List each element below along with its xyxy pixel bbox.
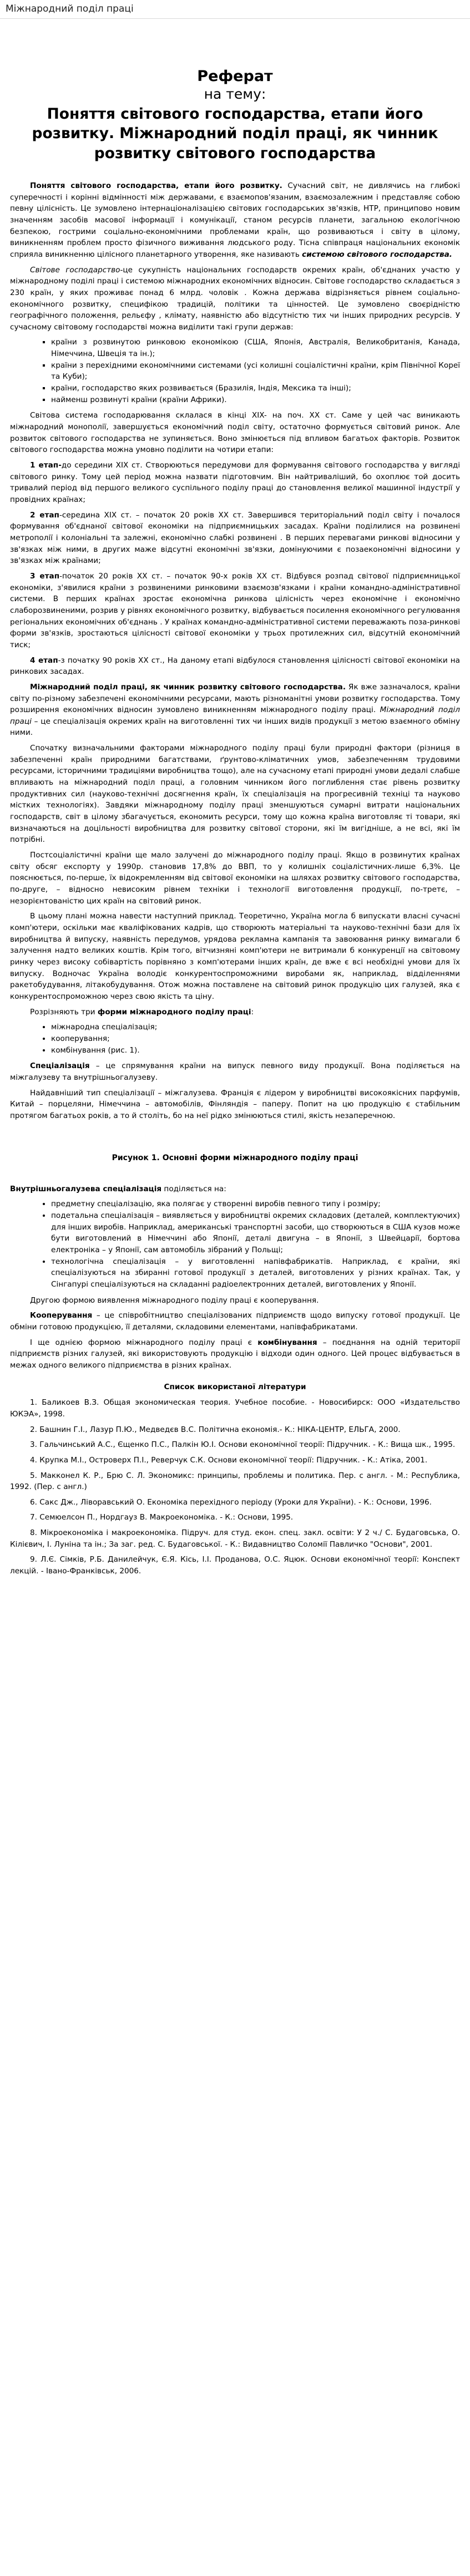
forms-intro: Розрізняють три форми міжнародного поділу праці: [30, 1007, 254, 1017]
bibliography-item: 4. Крупка М.І., Островерх П.І., Реверчук С.К. Основи економічної теорії: Підручник. - К.: Атіка, 2001. [30, 1455, 428, 1465]
paragraph: Другою формою виявлення міжнародного поділу праці є кооперування. [30, 1295, 319, 1305]
bibliography-item: 7. Семюелсон П., Нордгауз В. Макроекономіка. - К.: Основи, 1995. [30, 1513, 294, 1522]
list-item: • кооперування; [51, 1033, 460, 1045]
essay-label: Реферат [197, 68, 273, 85]
bibliography-list [10, 1397, 460, 1577]
essay-title: Поняття світового господарства, етапи його розвитку. Міжнародний поділ праці, як чинник розвитку світового господарства [32, 105, 438, 162]
list-item: • комбінування (рис. 1). [51, 1045, 460, 1056]
cooperation-paragraph: Кооперування – це співробітництво спеціалізованих підприємств щодо випуску готової продукції. Це обміни готовою продукцією, її деталями, складовими елементами, напівфабрикатами. [10, 1311, 460, 1332]
bibliography-item: 9. Л.Є. Сімків, Р.Б. Данилейчук, Є.Я. Кісь, І.І. Проданова, О.С. Яцюк. Основи економічної теорії: Конспект лекцій. - Івано-Франківськ, 2006. [10, 1555, 460, 1576]
bibliography-item: 2. Башнин Г.І., Лазур П.Ю., Медведєв В.С. Політична економія.- К.: НІКА-ЦЕНТР, ЕЛЬГА, 2000. [30, 1425, 401, 1434]
bibliography-heading: Список використаної літератури [164, 1382, 306, 1391]
paragraph: Спочатку визначальними факторами міжнародного поділу праці були природні фактори (різниця в забезпеченні країн природними багатствами, ґрунтово-кліматичних умов, забезпеченням трудовими ресурсами, історичними традиціями виробництва тощо), але на сучасному етапі природні умови дедалі слабше впливають на міжнародний поділ праці, а головним чинником його поглиблення стає рівень розвитку продуктивних сил (науково-технічні досягнення країн, їх спеціалізація на прогресивній техніці та науково містких технологіях). Завдяки міжнародному поділу праці зменшуються сумарні витрати національних господарств, світ в цілому збагачується, економить ресурси, тому що кожна країна виготовляє ті товари, які визначаються на доцільності виробництва для розвитку світової сторони, які їм вигідніше, а не всі, які їм потрібні. [10, 744, 460, 845]
bibliography-item: 6. Сакс Дж., Ліворавський О. Економіка перехідного періоду (Уроки для України). - К.: Основи, 1996. [30, 1497, 432, 1507]
bibliography-item: 8. Мікроекономіка і макроекономіка. Підруч. для студ. екон. спец. закл. освіти: У 2 ч./ С. Будаговська, О. Кілієвич, І. Луніна та ін.; За заг. ред. С. Будаговської. - К.: Видавництво Соломії Павличко "Основи", 2001. [10, 1528, 460, 1549]
list-item: • предметну спеціалізацію, яка полягає у створенні виробів певного типу і розміру; [51, 1198, 460, 1210]
country-groups-list [10, 337, 460, 405]
paragraph: В цьому плані можна навести наступний приклад. Теоретично, Україна могла б випускати власні сучасні комп'ютери, оскільки має кваліфікованих кадрів, що створюють матеріальні та науково-технічні бази для їх виробництва й випуску, наявність передумов, урядова рекламна кампанія та завоювання ринку вимагали б залучення надто великих коштів. Крім того, вітчизняні комп'ютери не витримали б конкуренції на світовому ринку через високу собівартість порівняно з комп'ютерами інших країн, де вже є всі необхідні умови для їх випуску. Водночас Україна володіє конкурентоспроможними виробами як, наприклад, відділеннями ракетобудування, літакобудування. Отож можна поставлене на світовий ринок продукцію цих галузей, яка є конкурентоспроможною через свою якість та ціну. [10, 912, 460, 1001]
bibliography-item: 1. Баликоев В.З. Общая экономическая теория. Учебное пособие. - Новосибирск: ООО «Издательство ЮКЭА», 1998. [10, 1398, 460, 1419]
list-item: • подетальна спеціалізація – виявляється у виробництві окремих складових (деталей, комплектуючих) для інших виробів. Наприклад, американські транспортні засоби, що створюються в США кузов може бути виготовлений в Німеччині або Японії, деталі двигуна – в Японії, з Швейцарії, бортова електроніка – у Японії, сам автомобіль зібраний у Польщі; [51, 1210, 460, 1256]
paragraph: Найдавніший тип спеціалізації – міжгалузева. Франція є лідером у виробництві високоякісних парфумів, Китай – порцеляни, Німеччина – автомобілів, Фінляндія – паперу. Попит на цю продукцію є стабільним протягом багатьох років, а то й століть, бо на неї рідко змінюються стилі, якість незаперечною. [10, 1088, 460, 1120]
list-item: ▪ найменш розвинуті країни (країни Африки). [51, 394, 460, 406]
list-item: ▪ країни, господарство яких розвивається (Бразилія, Індія, Мексика та інші); [51, 383, 460, 394]
definition-paragraph: Світове господарство-це сукупність національних господарств окремих країн, об'єднаних участю у міжнародному поділі праці і системою міжнародних економічних відносин. Світове господарство складається з 230 країн, у яких проживає понад 6 млрд. чоловік . Кожна держава відрізняється рівнем соціально-економічного розвитку, специфікою традицій, політики та цінностей. Це зумовлено своєрідністю географічного положення, рельєфу , клімату, наявністю або відсутністю тих чи інших природних ресурсів. У сучасному світовому господарстві можна виділити такі групи держав: [10, 265, 460, 332]
stage-item: 3 етап-початок 20 років XX ст. – початок 90-х років XX ст. Відбувся розпад світової підприємницької економіки, з'явилися країни з розвиненими ринковими взаємозв'язками і країни командно-адміністративної системи. В перших країнах зростає економічна ринкова цілісність через економічне і економічно слаборозвиненими, розрив у рівнях економічного розвитку, відбувається посилення економічного регулювання регіональних економічних об'єднань . У країнах командно-адміністративної системи переважають поза-ринкові форми зв'язків, зростаються цілісності світової економіки у трьох протилежних сил, відсутній економічний тиск; [10, 571, 461, 649]
list-item: • міжнародна спеціалізація; [51, 1022, 460, 1033]
list-item: ▪ країни з розвинутою ринковою економікою (США, Японія, Австралія, Великобританія, Канада, Німеччина, Швеція та ін.); [51, 337, 460, 359]
combination-paragraph: І ще однією формою міжнародного поділу праці є комбінування – поєднання на одній території підприємств різних галузей, які використовують продукцію і відходи один одного. Цей процес відбувається в межах одного великого підприємства в різних країнах. [10, 1338, 461, 1370]
stages-paragraph: Світова система господарювання склалася в кінці XIX- на поч. XX ст. Саме у цей час виникають міжнародний монополії, завершується економічний поділ світу, остаточно формується світовий ринок. Але розвиток світового господарства не зупиняється. Воно змінюється під впливом багатьох факторів. Розвиток світового господарства можна умовно поділити на чотири етапи: [10, 411, 460, 455]
bibliography-item: 5. Макконел К. Р., Брю С. Л. Экономикс: принципы, проблемы и политика. Пер. с англ. - М.: Республика, 1992. (Пер. с англ.) [10, 1471, 460, 1492]
section-heading-division-of-labour: Міжнародний поділ праці, як чинник розвитку світового господарства. [30, 682, 346, 692]
intro-paragraph: Поняття світового господарства, етапи його розвитку. Сучасний світ, не дивлячись на глибокі суперечності і корінні відмінності між державами, є взаємопов'язаним, взаємозалежним і представляє собою певну цілісність. Це зумовлено інтернаціоналізацією світових господарських зв'язків, НТР, принципово новим значенням засобів масової інформації і комунікації, станом ресурсів планети, загальною екологічною безпекою, гострими соціально-економічними проблемами країн, що розвиваються і світу в цілому, виникненням проблем просто фізичного виживання людського роду. Тісна співпраця національних економік сприяла виникненню цілісного планетарного утворення, яке називають системою світового господарства. [10, 181, 460, 259]
specialization-paragraph: Спеціалізація – це спрямування країни на випуск певного виду продукції. Вона поділяється на міжгалузеву та внутрішньогалузеву. [10, 1061, 460, 1082]
section-heading-world-economy: Поняття світового господарства, етапи його розвитку. [30, 181, 282, 190]
intra-industry-intro: Внутрішньогалузева спеціалізація поділяється на: [10, 1184, 226, 1193]
window-title: Міжнародний поділ праці [0, 0, 470, 19]
stage-item: 1 етап-до середини XIX ст. Створюються передумови для формування світового господарства у вигляді світового ринку. Тому цей період можна назвати підготовчим. Він найтриваліший, бо охоплює той досить тривалий період від першого великого суспільного поділу праці до становлення великої машинної індустрії у провідних країнах; [10, 461, 460, 504]
forms-list [10, 1022, 460, 1056]
bibliography-item: 3. Гальчинський А.С., Єщенко П.С., Палкін Ю.І. Основи економічної теорії: Підручник. - К.: Вища шк., 1995. [30, 1440, 456, 1450]
figure-caption: Рисунок 1. Основні форми міжнародного поділу праці [112, 1154, 358, 1163]
list-item: ▪ країни з перехідними економічними системами (усі колишні соціалістичні країни, крім Північної Кореї та Куби); [51, 360, 460, 383]
list-item: • технологічна спеціалізація – у виготовленні напівфабрикатів. Наприклад, є країни, які спеціалізуються на збиранні готової продукції з деталей, виготовлених у різних країнах. Так, у Сінгапурі спеціалізуються на складанні радіоелектронних деталей, виготовлених у Японії. [51, 1256, 460, 1290]
paragraph: Постсоціалістичні країни ще мало залучені до міжнародного поділу праці. Якщо в розвинутих країнах світу обсяг експорту у 1990р. становив 17,8% до ВВП, то у колишніх соціалістичних-лише 6,3%. Це пояснюється, по-перше, їх відокремленням від світової економіки на шляхах розвитку світового господарства, по-друге, – відносно невисоким рівнем техніки і технології виготовлення продукції, по-третє, – незорієнтованістю цих країн на світовий ринок. [10, 851, 460, 906]
division-of-labour-paragraph: Міжнародний поділ праці, як чинник розвитку світового господарства. Як вже зазначалося, країни світу по-різному забезпечені економічними ресурсами, мають різноманітні умови розвитку господарства. Тому розширення економічних відносин зумовлено виникненням міжнародного поділу праці. Міжнародний поділ праці – це спеціалізація окремих країн на виготовленні тих чи інших видів продукції з метою взаємного обміну ними. [10, 682, 460, 738]
document-page [0, 19, 470, 1577]
intra-industry-list [10, 1198, 460, 1290]
topic-label: на тему: [204, 86, 266, 103]
stage-item: 4 етап-з початку 90 років XX ст., На даному етапі відбулося становлення цілісності світової економіки на ринкових засадах. [10, 656, 460, 677]
stage-item: 2 етап-середина XIX ст. – початок 20 років XX ст. Завершився територіальний поділ світу і почалося формування об'єднаної світової економіки на підприємницьких засадах. Країни поділилися на розвинені метрополії і колоніальні та залежні, економічно слабкі розвинені . В перших перевагами ринкові відносини у зв'язках між ними, в других маже відсутні економічні зв'язки, домінуючими є позаекономічні відносини у зв'язках між країнами; [10, 510, 460, 566]
